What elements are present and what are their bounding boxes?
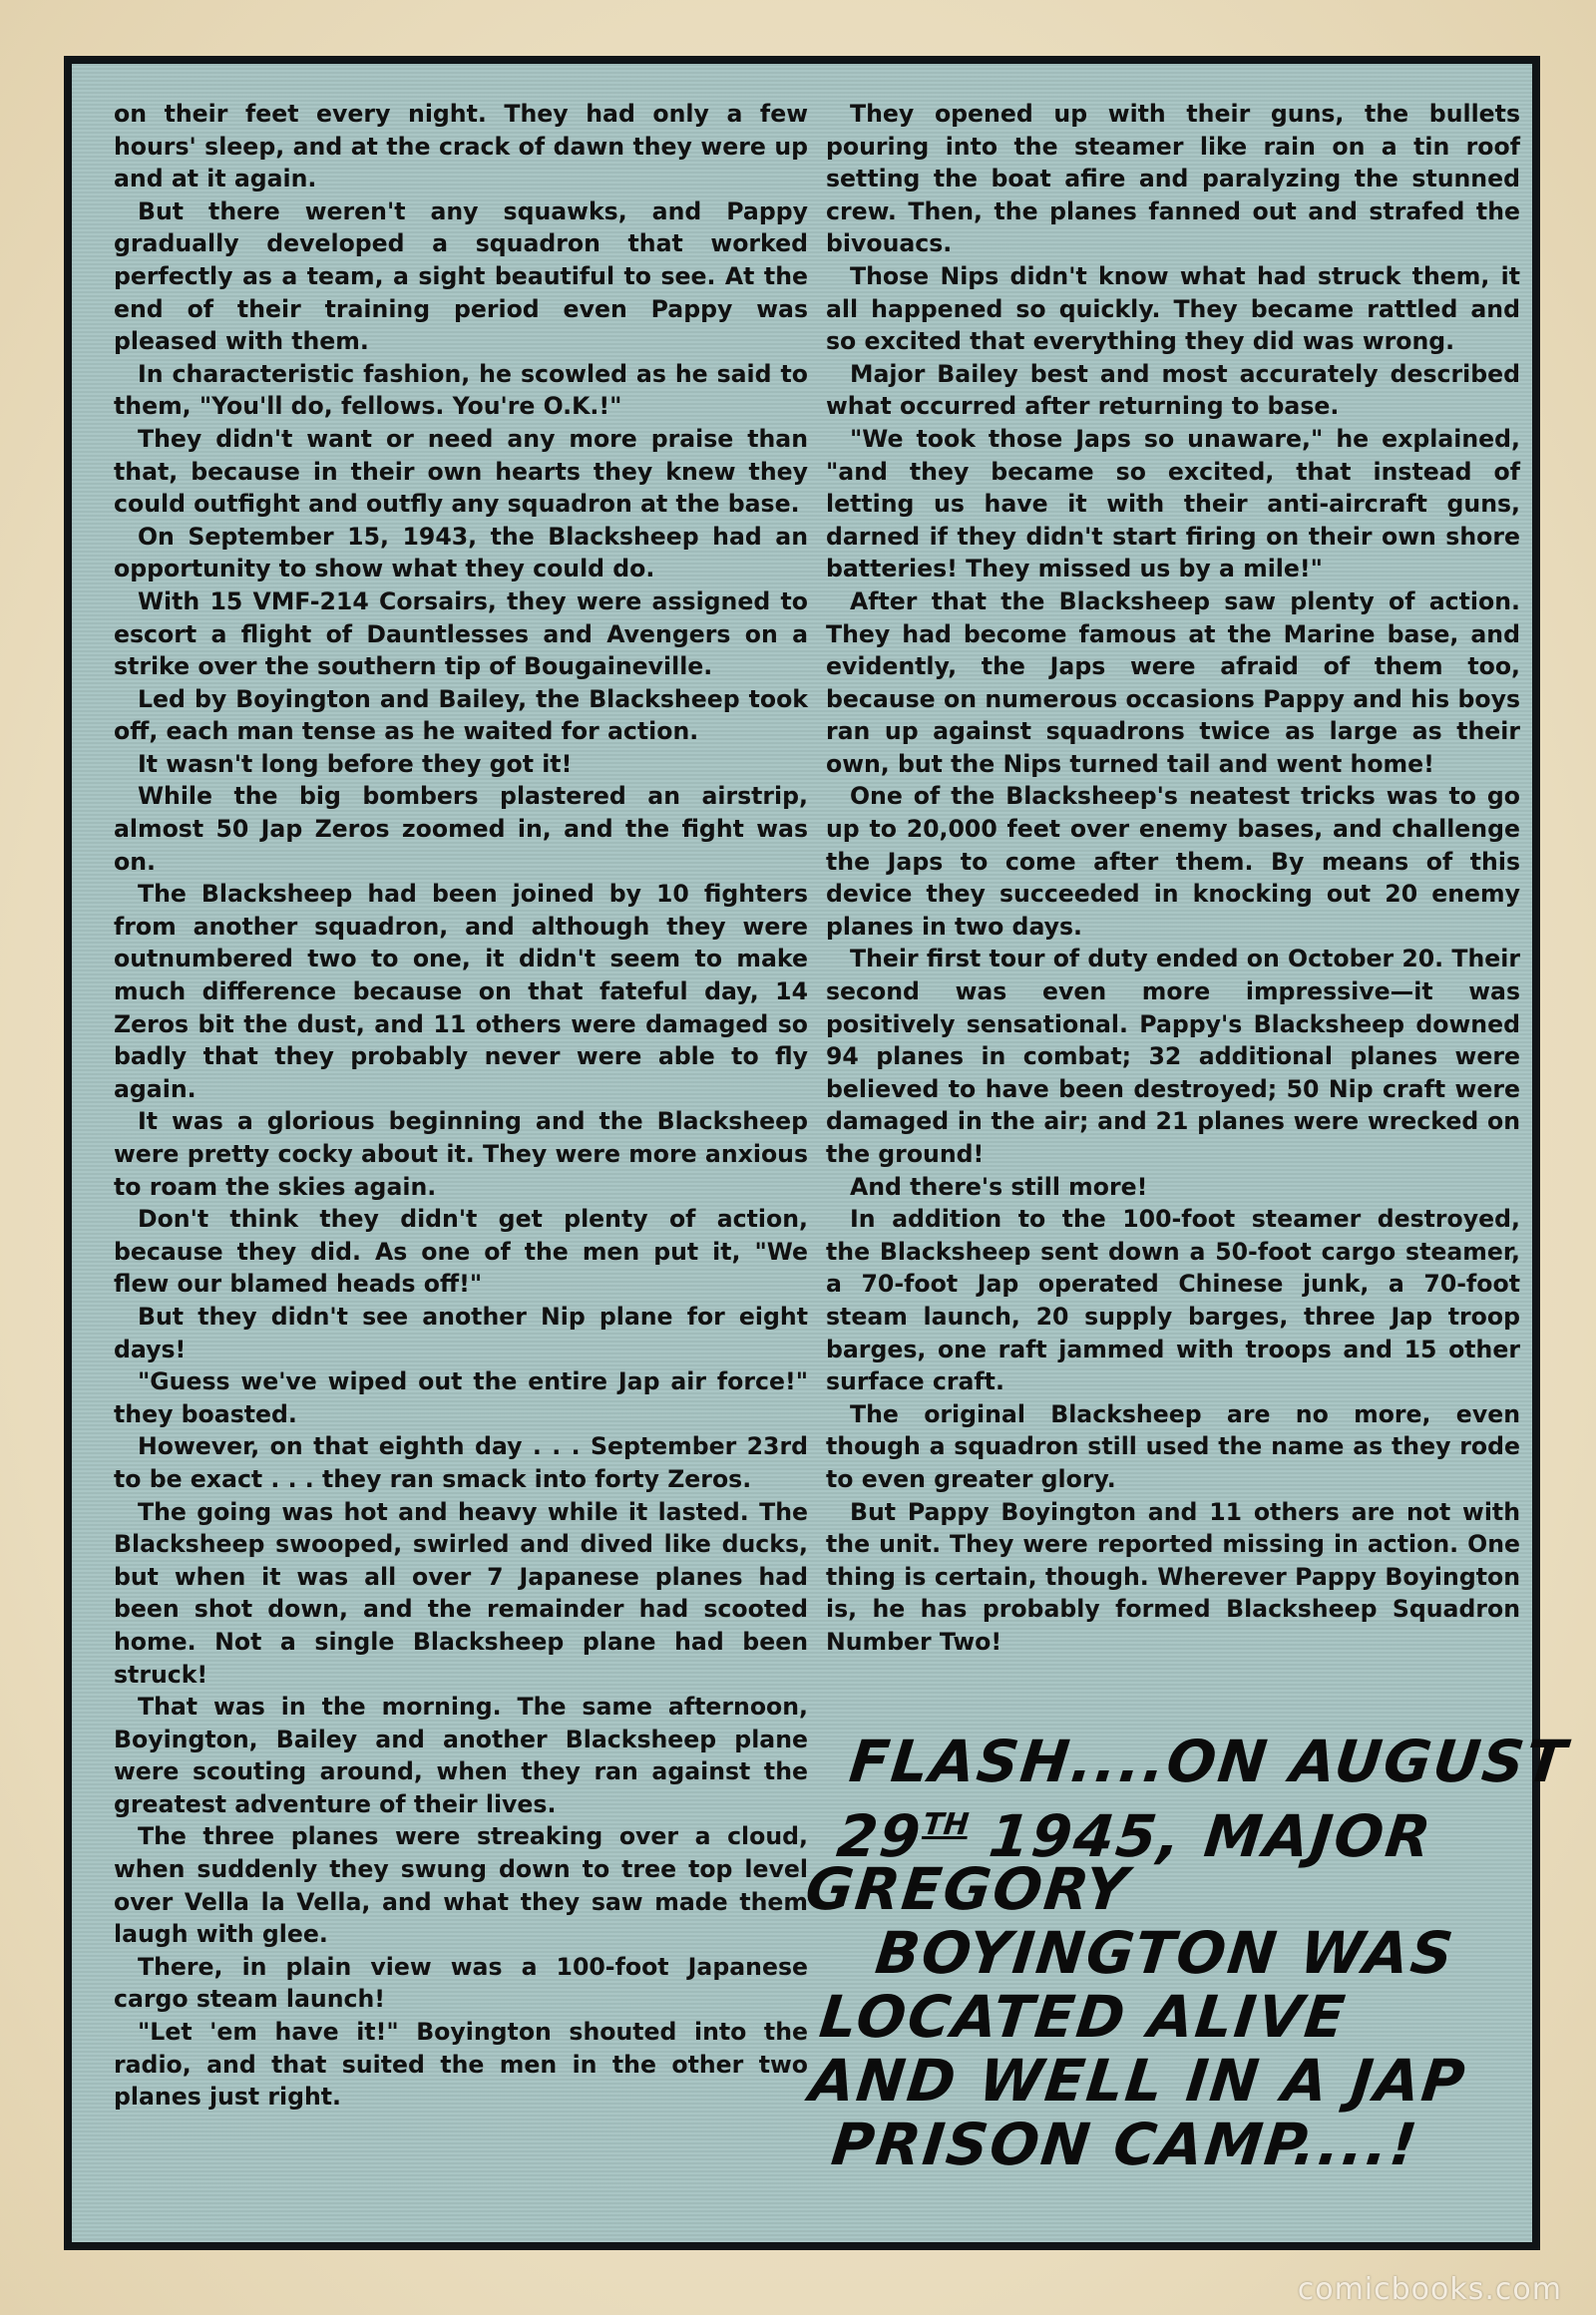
paragraph: They didn't want or need any more praise than that, because in their own hearts they knew they could outfight and outfly any squadron at the base.: [114, 424, 808, 519]
flash-line: LOCATED ALIVE: [816, 1983, 1351, 2051]
paragraph: In addition to the 100-foot steamer destroyed, the Blacksheep sent down a 50-foot cargo steamer, a 70-foot Jap operated Chinese junk, a 70-foot steam launch, 20 supply barges, three Jap troop barges, one raft jammed with troops and 15 other surface craft.: [826, 1205, 1520, 1396]
paragraph: While the big bombers plastered an airstrip, almost 50 Jap Zeros zoomed in, and the fight was on.: [114, 782, 808, 876]
paragraph: There, in plain view was a 100-foot Japanese cargo steam launch!: [114, 1952, 808, 2014]
paragraph: "We took those Japs so unaware," he explained, "and they became so excited, that instead of letting us have it with their anti-aircraft guns, darned if they didn't start firing on their own shore batteries! They missed us by a mile!": [826, 424, 1520, 583]
paragraph: It was a glorious beginning and the Blacksheep were pretty cocky about it. They were more anxious to roam the skies again.: [114, 1107, 808, 1201]
paragraph: They opened up with their guns, the bullets pouring into the steamer like rain on a tin roof setting the boat afire and paralyzing the stunned crew. Then, the planes fanned out and strafed the bivouacs.: [826, 100, 1520, 258]
paragraph: Major Bailey best and most accurately described what occurred after returning to base.: [826, 359, 1520, 421]
flash-line: AND WELL IN A JAP: [806, 2047, 1470, 2115]
paragraph: Don't think they didn't get plenty of action, because they did. As one of the men put it, "We flew our blamed heads off!": [114, 1205, 808, 1299]
paragraph: The original Blacksheep are no more, even though a squadron still used the name as they rode to even greater glory.: [826, 1399, 1520, 1493]
flash-announcement: [798, 1716, 1571, 2178]
paragraph: "Guess we've wiped out the entire Jap air force!" they boasted.: [114, 1367, 808, 1428]
flash-line: PRISON CAMP....!: [828, 2111, 1422, 2178]
paragraph: And there's still more!: [850, 1172, 1148, 1201]
paragraph: In characteristic fashion, he scowled as he said to them, "You'll do, fellows. You're O.K.!": [114, 359, 808, 421]
paragraph: That was in the morning. The same afternoon, Boyington, Bailey and another Blacksheep plane were scouting around, when they ran against the greatest adventure of their lives.: [114, 1693, 808, 1818]
paragraph: Those Nips didn't know what had struck them, it all happened so quickly. They became rattled and so excited that everything they did was wrong.: [826, 261, 1520, 356]
paragraph: It wasn't long before they got it!: [138, 749, 573, 778]
paragraph: The Blacksheep had been joined by 10 fighters from another squadron, and although they were outnumbered two to one, it didn't seem to make much difference because on that fateful day, 14 Zeros bit the dust, and 11 others were damaged so badly that they probably never were able to fly again.: [114, 880, 808, 1103]
paragraph: Their first tour of duty ended on October 20. Their second was even more impressive—it was positively sensational. Pappy's Blacksheep downed 94 planes in combat; 32 additional planes were believed to have been destroyed; 50 Nip craft were damaged in the air; and 21 planes were wrecked on the ground!: [826, 945, 1520, 1168]
paragraph: Led by Boyington and Bailey, the Blacksheep took off, each man tense as he waited for action.: [114, 684, 808, 746]
article-column-right: [826, 98, 1520, 1659]
paragraph: But there weren't any squawks, and Pappy gradually developed a squadron that worked perfectly as a team, a sight beautiful to see. At the end of their training period even Pappy was pleased with them.: [114, 196, 808, 356]
flash-line: FLASH....ON AUGUST: [846, 1728, 1571, 1795]
paragraph: The three planes were streaking over a cloud, when suddenly they swung down to tree top level over Vella la Vella, and what they saw made them laugh with glee.: [114, 1822, 808, 1949]
flash-line: BOYINGTON WAS: [872, 1919, 1458, 1987]
paragraph: But they didn't see another Nip plane for eight days!: [114, 1302, 808, 1363]
flash-date-day: 29: [833, 1802, 926, 1870]
flash-date-suffix: TH: [921, 1807, 971, 1842]
paragraph: One of the Blacksheep's neatest tricks was to go up to 20,000 feet over enemy bases, and challenge the Japs to come after them. By means of this device they succeeded in knocking out 20 enemy planes in two days.: [826, 782, 1520, 941]
paragraph: With 15 VMF-214 Corsairs, they were assigned to escort a flight of Dauntlesses and Avengers on a strike over the southern tip of Bougaineville.: [114, 586, 808, 681]
paragraph: On September 15, 1943, the Blacksheep had an opportunity to show what they could do.: [114, 522, 808, 583]
flash-line: GREGORY: [802, 1855, 1133, 1923]
flash-date-rest: 1945, MAJOR: [964, 1802, 1436, 1870]
article-column-left: [114, 98, 808, 2114]
paragraph: on their feet every night. They had only a few hours' sleep, and at the crack of dawn they were up and at it again.: [114, 100, 808, 193]
paragraph: After that the Blacksheep saw plenty of action. They had become famous at the Marine base, and evidently, the Japs were afraid of them too, because on numerous occasions Pappy and his boys ran up against squadrons twice as large as their own, but the Nips turned tail and went home!: [826, 586, 1520, 778]
paragraph: "Let 'em have it!" Boyington shouted into the radio, and that suited the men in the other two planes just right.: [114, 2018, 808, 2112]
paragraph: The going was hot and heavy while it lasted. The Blacksheep swooped, swirled and dived like ducks, but when it was all over 7 Japanese planes had been shot down, and the remainder had scooted home. Not a single Blacksheep plane had been struck!: [114, 1497, 808, 1689]
paragraph: However, on that eighth day . . . September 23rd to be exact . . . they ran smack into forty Zeros.: [114, 1432, 808, 1493]
watermark: comicbooks.com: [1297, 2272, 1562, 2307]
paragraph: But Pappy Boyington and 11 others are not with the unit. They were reported missing in action. One thing is certain, though. Wherever Pappy Boyington is, he has probably formed Blacksheep Squadron Number Two!: [826, 1497, 1520, 1656]
